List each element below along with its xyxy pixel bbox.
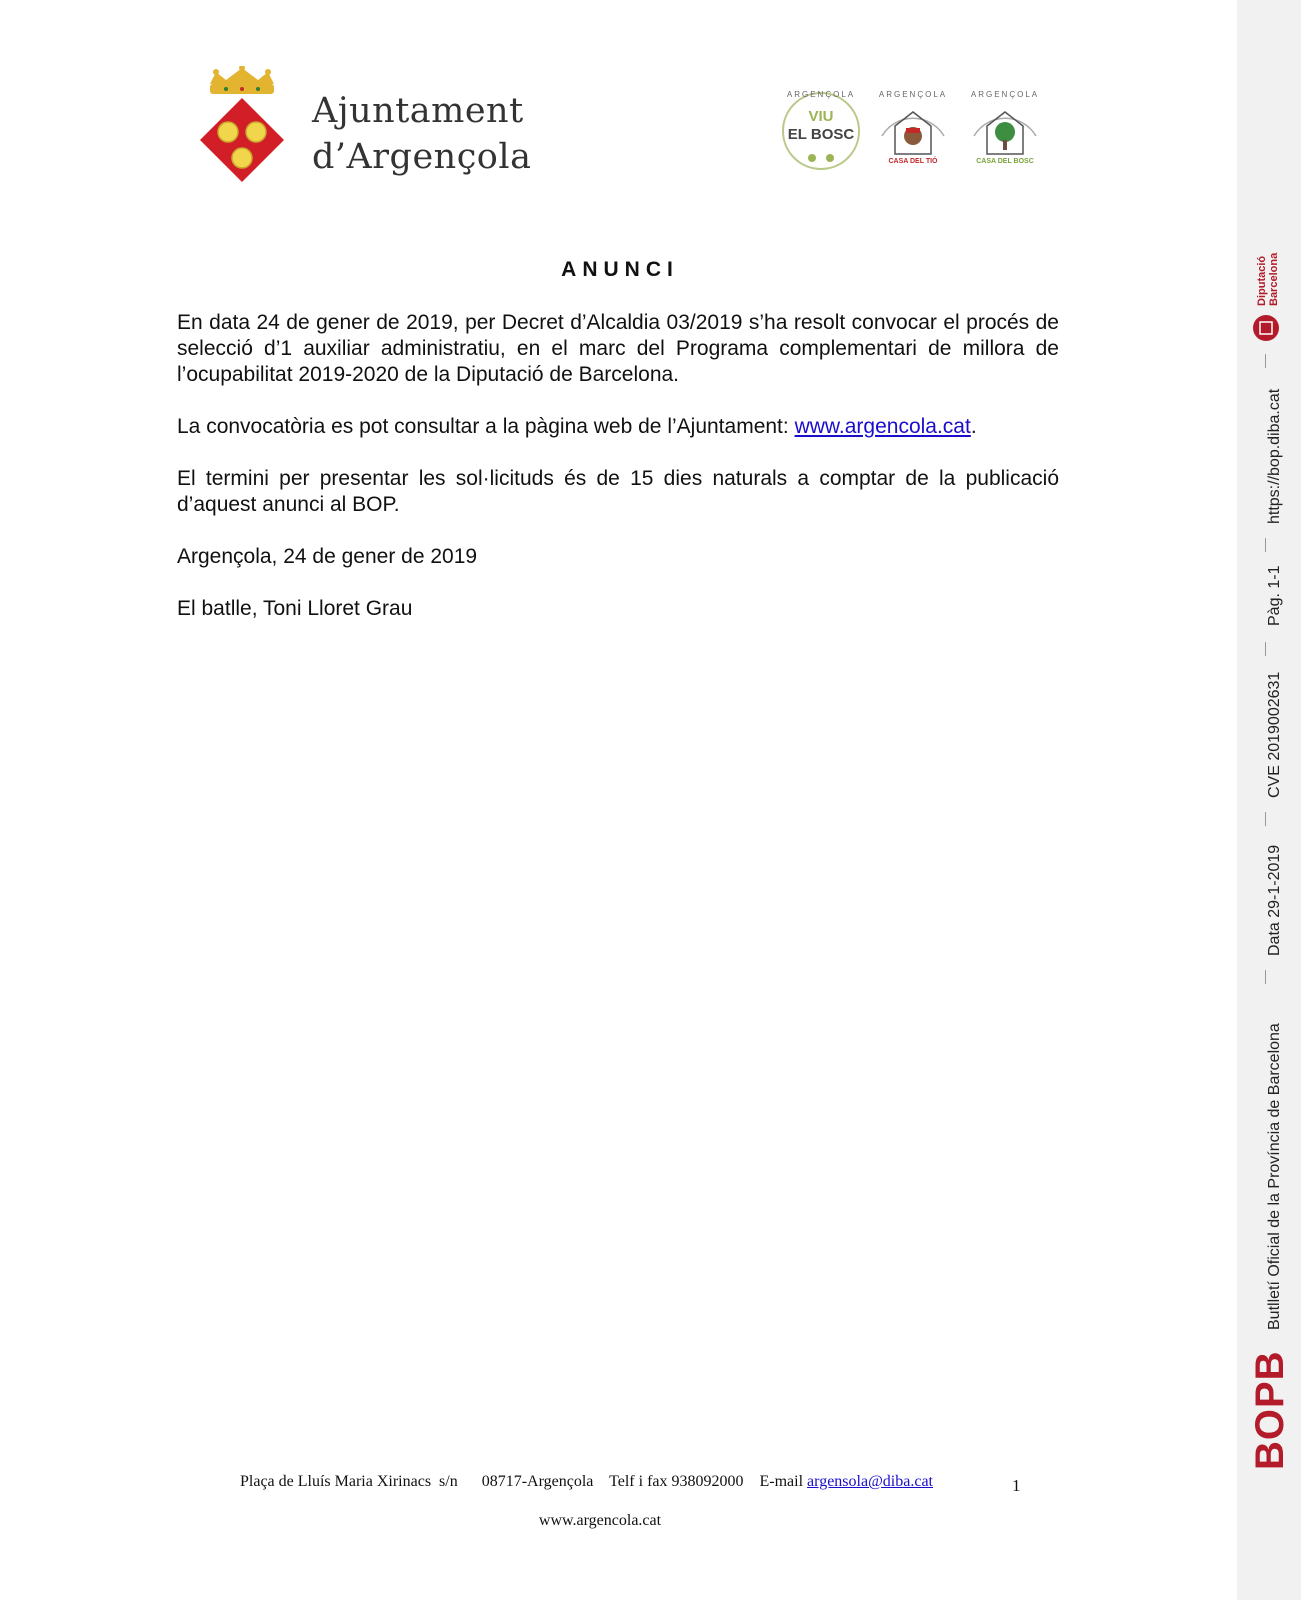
signature-place-date: Argençola, 24 de gener de 2019 bbox=[177, 545, 478, 568]
project-seals bbox=[778, 86, 1058, 182]
footer-email-link[interactable]: argensola@diba.cat bbox=[807, 1473, 933, 1490]
cve-code: CVE 2019002631 bbox=[1266, 671, 1283, 798]
diputacio-line-1: Diputació bbox=[1256, 255, 1268, 306]
website-link[interactable]: www.argencola.cat bbox=[794, 415, 971, 438]
bop-url[interactable]: https://bop.diba.cat bbox=[1266, 388, 1283, 524]
paragraph-decree: En data 24 de gener de 2019, per Decret d’Alcaldia 03/2019 s’ha resolt convocar el procés de selecció d’1 auxiliar administratiu, en el marc del Programa complementari de millora de l’ocupabilitat 2019-2020 de la Diputació de Barcelona. bbox=[177, 311, 1059, 386]
sidebar-divider bbox=[1265, 642, 1266, 656]
seal-3-top: ARGENÇOLA bbox=[970, 90, 1040, 99]
page-number: 1 bbox=[1012, 1476, 1021, 1495]
seal-1-line-1: VIU bbox=[808, 108, 834, 125]
paragraph-deadline: El termini per presentar les sol·licituds és de 15 dies naturals a comptar de la publicació d’aquest anunci al BOP. bbox=[177, 467, 1059, 516]
seal-2-bottom: CASA DEL TIÓ bbox=[888, 158, 938, 165]
paragraph-website-text: La convocatòria es pot consultar a la pàgina web de l’Ajuntament: bbox=[177, 415, 795, 438]
seal-viu-el-bosc bbox=[778, 86, 864, 176]
footer-website: www.argencola.cat bbox=[538, 1512, 662, 1529]
logo-line-1: Ajuntament bbox=[312, 91, 524, 131]
seal-1-title bbox=[778, 108, 864, 144]
sidebar-divider bbox=[1265, 354, 1266, 368]
seal-2-top: ARGENÇOLA bbox=[878, 90, 948, 99]
diputacio-line-2: Barcelona bbox=[1268, 252, 1280, 306]
footer-address-text: Plaça de Lluís Maria Xirinacs s/n 08717-Argençola Telf i fax 938092000 E-mail bbox=[240, 1473, 808, 1490]
diputacio-logo-icon bbox=[1252, 314, 1280, 342]
seal-casa-del-bosc bbox=[962, 86, 1048, 176]
bopb-brand: BOPB bbox=[1248, 1350, 1292, 1470]
sidebar-divider bbox=[1265, 538, 1266, 552]
seal-3-bottom: CASA DEL BOSC bbox=[976, 158, 1034, 165]
diputacio-label bbox=[1256, 253, 1280, 306]
paragraph-website bbox=[177, 414, 1059, 440]
document-title: ANUNCI bbox=[561, 258, 679, 281]
sidebar-divider bbox=[1265, 812, 1266, 826]
document-body bbox=[177, 310, 1059, 648]
municipality-logo bbox=[196, 66, 556, 196]
seal-1-line-2: EL BOSC bbox=[787, 126, 855, 143]
paragraph-website-end: . bbox=[970, 415, 977, 438]
signature-name: El batlle, Toni Lloret Grau bbox=[177, 597, 413, 620]
seal-casa-del-tio bbox=[870, 86, 956, 176]
seal-1-top: ARGENÇOLA bbox=[786, 90, 856, 99]
publication-date: Data 29-1-2019 bbox=[1266, 844, 1283, 956]
bulletin-name: Butlletí Oficial de la Província de Barcelona bbox=[1266, 1023, 1283, 1330]
logo-line-2: d’Argençola bbox=[312, 137, 532, 177]
sidebar-divider bbox=[1265, 970, 1266, 984]
page-range: Pàg. 1-1 bbox=[1266, 565, 1283, 626]
coat-of-arms-icon bbox=[196, 66, 296, 196]
footer-address bbox=[240, 1473, 933, 1491]
